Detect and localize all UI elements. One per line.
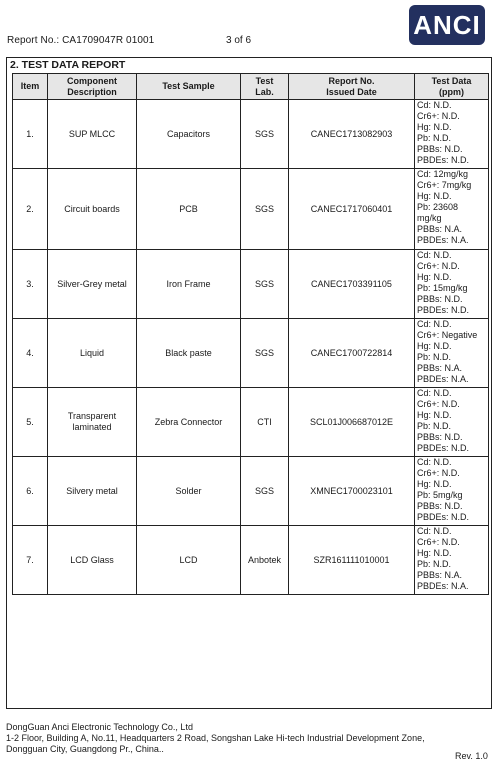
test-data-line: Hg: N.D.	[417, 341, 452, 351]
report-cell: CANEC1700722814	[289, 319, 415, 388]
sample-cell: Black paste	[137, 319, 241, 388]
test-data-line: PBDEs: N.A.	[417, 581, 469, 591]
test-data-line: Pb: 23608	[417, 202, 459, 212]
test-data-line: PBBs: N.A.	[417, 570, 463, 580]
revision-label: Rev. 1.0	[455, 751, 488, 761]
test-data-line: Cd: N.D.	[417, 388, 452, 398]
test-data-line: mg/kg	[417, 213, 442, 223]
test-data-cell	[415, 250, 489, 319]
footer-address	[6, 722, 425, 755]
component-cell: Silver-Grey metal	[48, 250, 137, 319]
test-data-line: PBBs: N.D.	[417, 294, 463, 304]
table-row	[13, 319, 489, 388]
lab-cell: Anbotek	[241, 526, 289, 595]
test-data-line: PBBs: N.D.	[417, 432, 463, 442]
test-data-line: Cr6+: Negative	[417, 330, 478, 340]
page-number: 3 of 6	[226, 35, 252, 46]
test-data-line: Pb: 5mg/kg	[417, 490, 463, 500]
sample-cell: Iron Frame	[137, 250, 241, 319]
item-cell: 2.	[13, 169, 48, 250]
item-cell: 6.	[13, 457, 48, 526]
lab-cell: CTI	[241, 388, 289, 457]
item-cell: 1.	[13, 100, 48, 169]
test-data-line: Hg: N.D.	[417, 122, 452, 132]
report-number: Report No.: CA1709047R 01001	[7, 35, 155, 46]
test-data-line: PBBs: N.A.	[417, 224, 463, 234]
test-data-table	[12, 73, 489, 595]
table-row	[13, 250, 489, 319]
item-cell: 3.	[13, 250, 48, 319]
lab-cell: SGS	[241, 100, 289, 169]
test-data-line: Cr6+: N.D.	[417, 468, 460, 478]
test-data-line: Cd: N.D.	[417, 526, 452, 536]
lab-cell: SGS	[241, 169, 289, 250]
col-header-report: Report No. Issued Date	[289, 74, 415, 100]
test-data-line: Cr6+: N.D.	[417, 261, 460, 271]
test-data-line: PBBs: N.D.	[417, 501, 463, 511]
component-cell: Silvery metal	[48, 457, 137, 526]
test-data-line: Pb: N.D.	[417, 559, 452, 569]
test-data-line: Pb: N.D.	[417, 133, 452, 143]
test-data-line: Pb: N.D.	[417, 421, 452, 431]
item-cell: 5.	[13, 388, 48, 457]
test-data-line: Hg: N.D.	[417, 272, 452, 282]
section-title: 2. TEST DATA REPORT	[10, 59, 126, 71]
test-data-line: PBDEs: N.A.	[417, 374, 469, 384]
test-data-cell	[415, 457, 489, 526]
col-header-lab: Test Lab.	[241, 74, 289, 100]
report-cell: SZR161111010001	[289, 526, 415, 595]
test-data-line: PBBs: N.A.	[417, 363, 463, 373]
table-row	[13, 388, 489, 457]
lab-cell: SGS	[241, 319, 289, 388]
test-data-cell	[415, 319, 489, 388]
test-data-cell	[415, 169, 489, 250]
lab-cell: SGS	[241, 457, 289, 526]
component-cell: Transparent laminated	[48, 388, 137, 457]
report-cell: SCL01J006687012E	[289, 388, 415, 457]
sample-cell: Zebra Connector	[137, 388, 241, 457]
test-data-line: Cd: N.D.	[417, 319, 452, 329]
test-data-line: Cd: 12mg/kg	[417, 169, 469, 179]
component-cell: Circuit boards	[48, 169, 137, 250]
test-data-cell	[415, 100, 489, 169]
anci-logo: ANCI	[409, 5, 485, 45]
sample-cell: LCD	[137, 526, 241, 595]
report-cell: CANEC1717060401	[289, 169, 415, 250]
test-data-line: Cr6+: N.D.	[417, 537, 460, 547]
lab-cell: SGS	[241, 250, 289, 319]
test-data-line: Cr6+: N.D.	[417, 111, 460, 121]
test-data-line: Cr6+: 7mg/kg	[417, 180, 472, 190]
test-data-line: Pb: N.D.	[417, 352, 452, 362]
col-header-sample: Test Sample	[137, 74, 241, 100]
table-row	[13, 169, 489, 250]
test-data-line: PBDEs: N.D.	[417, 443, 470, 453]
component-cell: SUP MLCC	[48, 100, 137, 169]
test-data-line: PBDEs: N.D.	[417, 155, 470, 165]
component-cell: LCD Glass	[48, 526, 137, 595]
table-row	[13, 457, 489, 526]
test-data-line: Cd: N.D.	[417, 100, 452, 110]
test-data-line: Hg: N.D.	[417, 548, 452, 558]
test-data-line: Hg: N.D.	[417, 191, 452, 201]
sample-cell: Capacitors	[137, 100, 241, 169]
sample-cell: Solder	[137, 457, 241, 526]
col-header-item: Item	[13, 74, 48, 100]
col-header-component: Component Description	[48, 74, 137, 100]
sample-cell: PCB	[137, 169, 241, 250]
test-data-cell	[415, 388, 489, 457]
component-cell: Liquid	[48, 319, 137, 388]
footer-address-line-1: 1-2 Floor, Building A, No.11, Headquarters 2 Road, Songshan Lake Hi-tech Industrial Development Zone,	[6, 733, 425, 743]
footer-address-line-2: Dongguan City, Guangdong Pr., China..	[6, 744, 164, 754]
item-cell: 7.	[13, 526, 48, 595]
table-header-row	[13, 74, 489, 100]
table-row	[13, 526, 489, 595]
table-row	[13, 100, 489, 169]
table-body	[13, 100, 489, 595]
item-cell: 4.	[13, 319, 48, 388]
test-data-line: Cd: N.D.	[417, 457, 452, 467]
test-data-line: Hg: N.D.	[417, 479, 452, 489]
report-cell: CANEC1713082903	[289, 100, 415, 169]
test-data-line: Cd: N.D.	[417, 250, 452, 260]
test-data-cell	[415, 526, 489, 595]
report-cell: XMNEC1700023101	[289, 457, 415, 526]
test-data-line: PBDEs: N.A.	[417, 235, 469, 245]
test-data-line: Pb: 15mg/kg	[417, 283, 468, 293]
test-data-line: PBBs: N.D.	[417, 144, 463, 154]
report-cell: CANEC1703391105	[289, 250, 415, 319]
test-data-line: Hg: N.D.	[417, 410, 452, 420]
test-data-line: Cr6+: N.D.	[417, 399, 460, 409]
test-data-line: PBDEs: N.D.	[417, 512, 470, 522]
col-header-test-data: Test Data (ppm)	[415, 74, 489, 100]
test-data-line: PBDEs: N.D.	[417, 305, 470, 315]
footer-company: DongGuan Anci Electronic Technology Co., Ltd	[6, 722, 193, 732]
